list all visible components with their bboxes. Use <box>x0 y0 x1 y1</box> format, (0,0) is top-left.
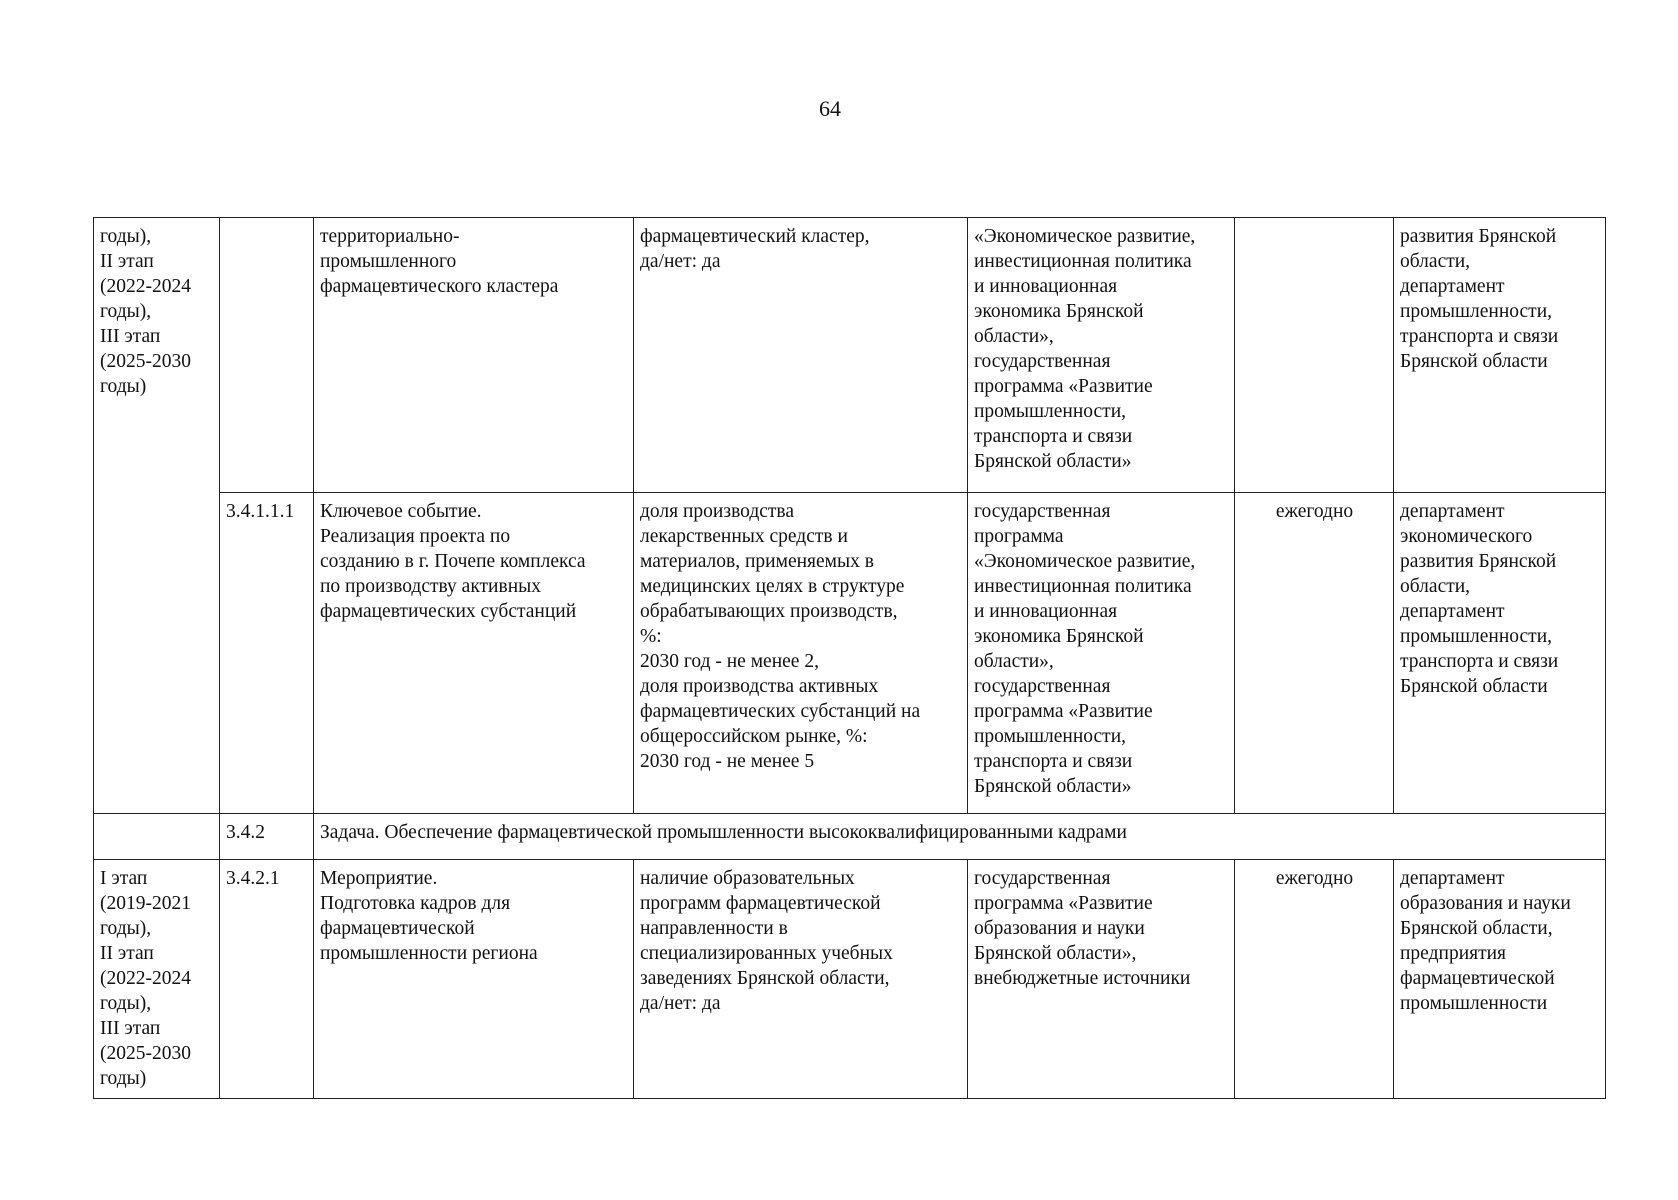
table-row <box>94 493 1606 814</box>
source-cell: «Экономическое развитие, инвестиционная политика и инновационная экономика Брянской области», государственная программа «Развитие промышленности, транспорта и связи Брянской области» <box>968 218 1235 493</box>
code-cell: 3.4.2.1 <box>220 860 314 1099</box>
responsible-cell: департамент образования и науки Брянской области, предприятия фармацевтической промышленности <box>1394 860 1606 1099</box>
stage-cell <box>94 814 220 860</box>
task-cell: Задача. Обеспечение фармацевтической промышленности высококвалифицированными кадрами <box>314 814 1606 860</box>
period-cell: ежегодно <box>1235 860 1394 1099</box>
responsible-cell: развития Брянской области, департамент промышленности, транспорта и связи Брянской области <box>1394 218 1606 493</box>
source-cell: государственная программа «Экономическое развитие, инвестиционная политика и инновационная экономика Брянской области», государственная программа «Развитие промышленности, транспорта и связи Брянской области» <box>968 493 1235 814</box>
code-cell <box>220 218 314 493</box>
measure-cell: территориально- промышленного фармацевтического кластера <box>314 218 634 493</box>
period-cell <box>1235 218 1394 493</box>
measure-cell: Ключевое событие. Реализация проекта по созданию в г. Почепе комплекса по производству активных фармацевтических субстанций <box>314 493 634 814</box>
table-row <box>94 218 1606 493</box>
indicator-cell: фармацевтический кластер, да/нет: да <box>634 218 968 493</box>
indicator-cell: наличие образовательных программ фармацевтической направленности в специализированных учебных заведениях Брянской области, да/нет: да <box>634 860 968 1099</box>
table-row <box>94 860 1606 1099</box>
stage-cell <box>94 493 220 814</box>
measure-cell: Мероприятие. Подготовка кадров для фармацевтической промышленности региона <box>314 860 634 1099</box>
period-cell: ежегодно <box>1235 493 1394 814</box>
page-number: 64 <box>819 96 841 121</box>
indicator-cell: доля производства лекарственных средств и материалов, применяемых в медицинских целях в структуре обрабатывающих производств, %: 2030 год - не менее 2, доля производства активных фармацевтических субстанций на общероссийском рынке, %: 2030 год - не менее 5 <box>634 493 968 814</box>
table-row <box>94 814 1606 860</box>
measures-table <box>93 217 1606 1099</box>
stage-cell: годы), II этап (2022-2024 годы), III этап (2025-2030 годы) <box>94 218 220 493</box>
responsible-cell: департамент экономического развития Брянской области, департамент промышленности, транспорта и связи Брянской области <box>1394 493 1606 814</box>
stage-cell: I этап (2019-2021 годы), II этап (2022-2024 годы), III этап (2025-2030 годы) <box>94 860 220 1099</box>
code-cell: 3.4.2 <box>220 814 314 860</box>
source-cell: государственная программа «Развитие образования и науки Брянской области», внебюджетные источники <box>968 860 1235 1099</box>
code-cell: 3.4.1.1.1 <box>220 493 314 814</box>
